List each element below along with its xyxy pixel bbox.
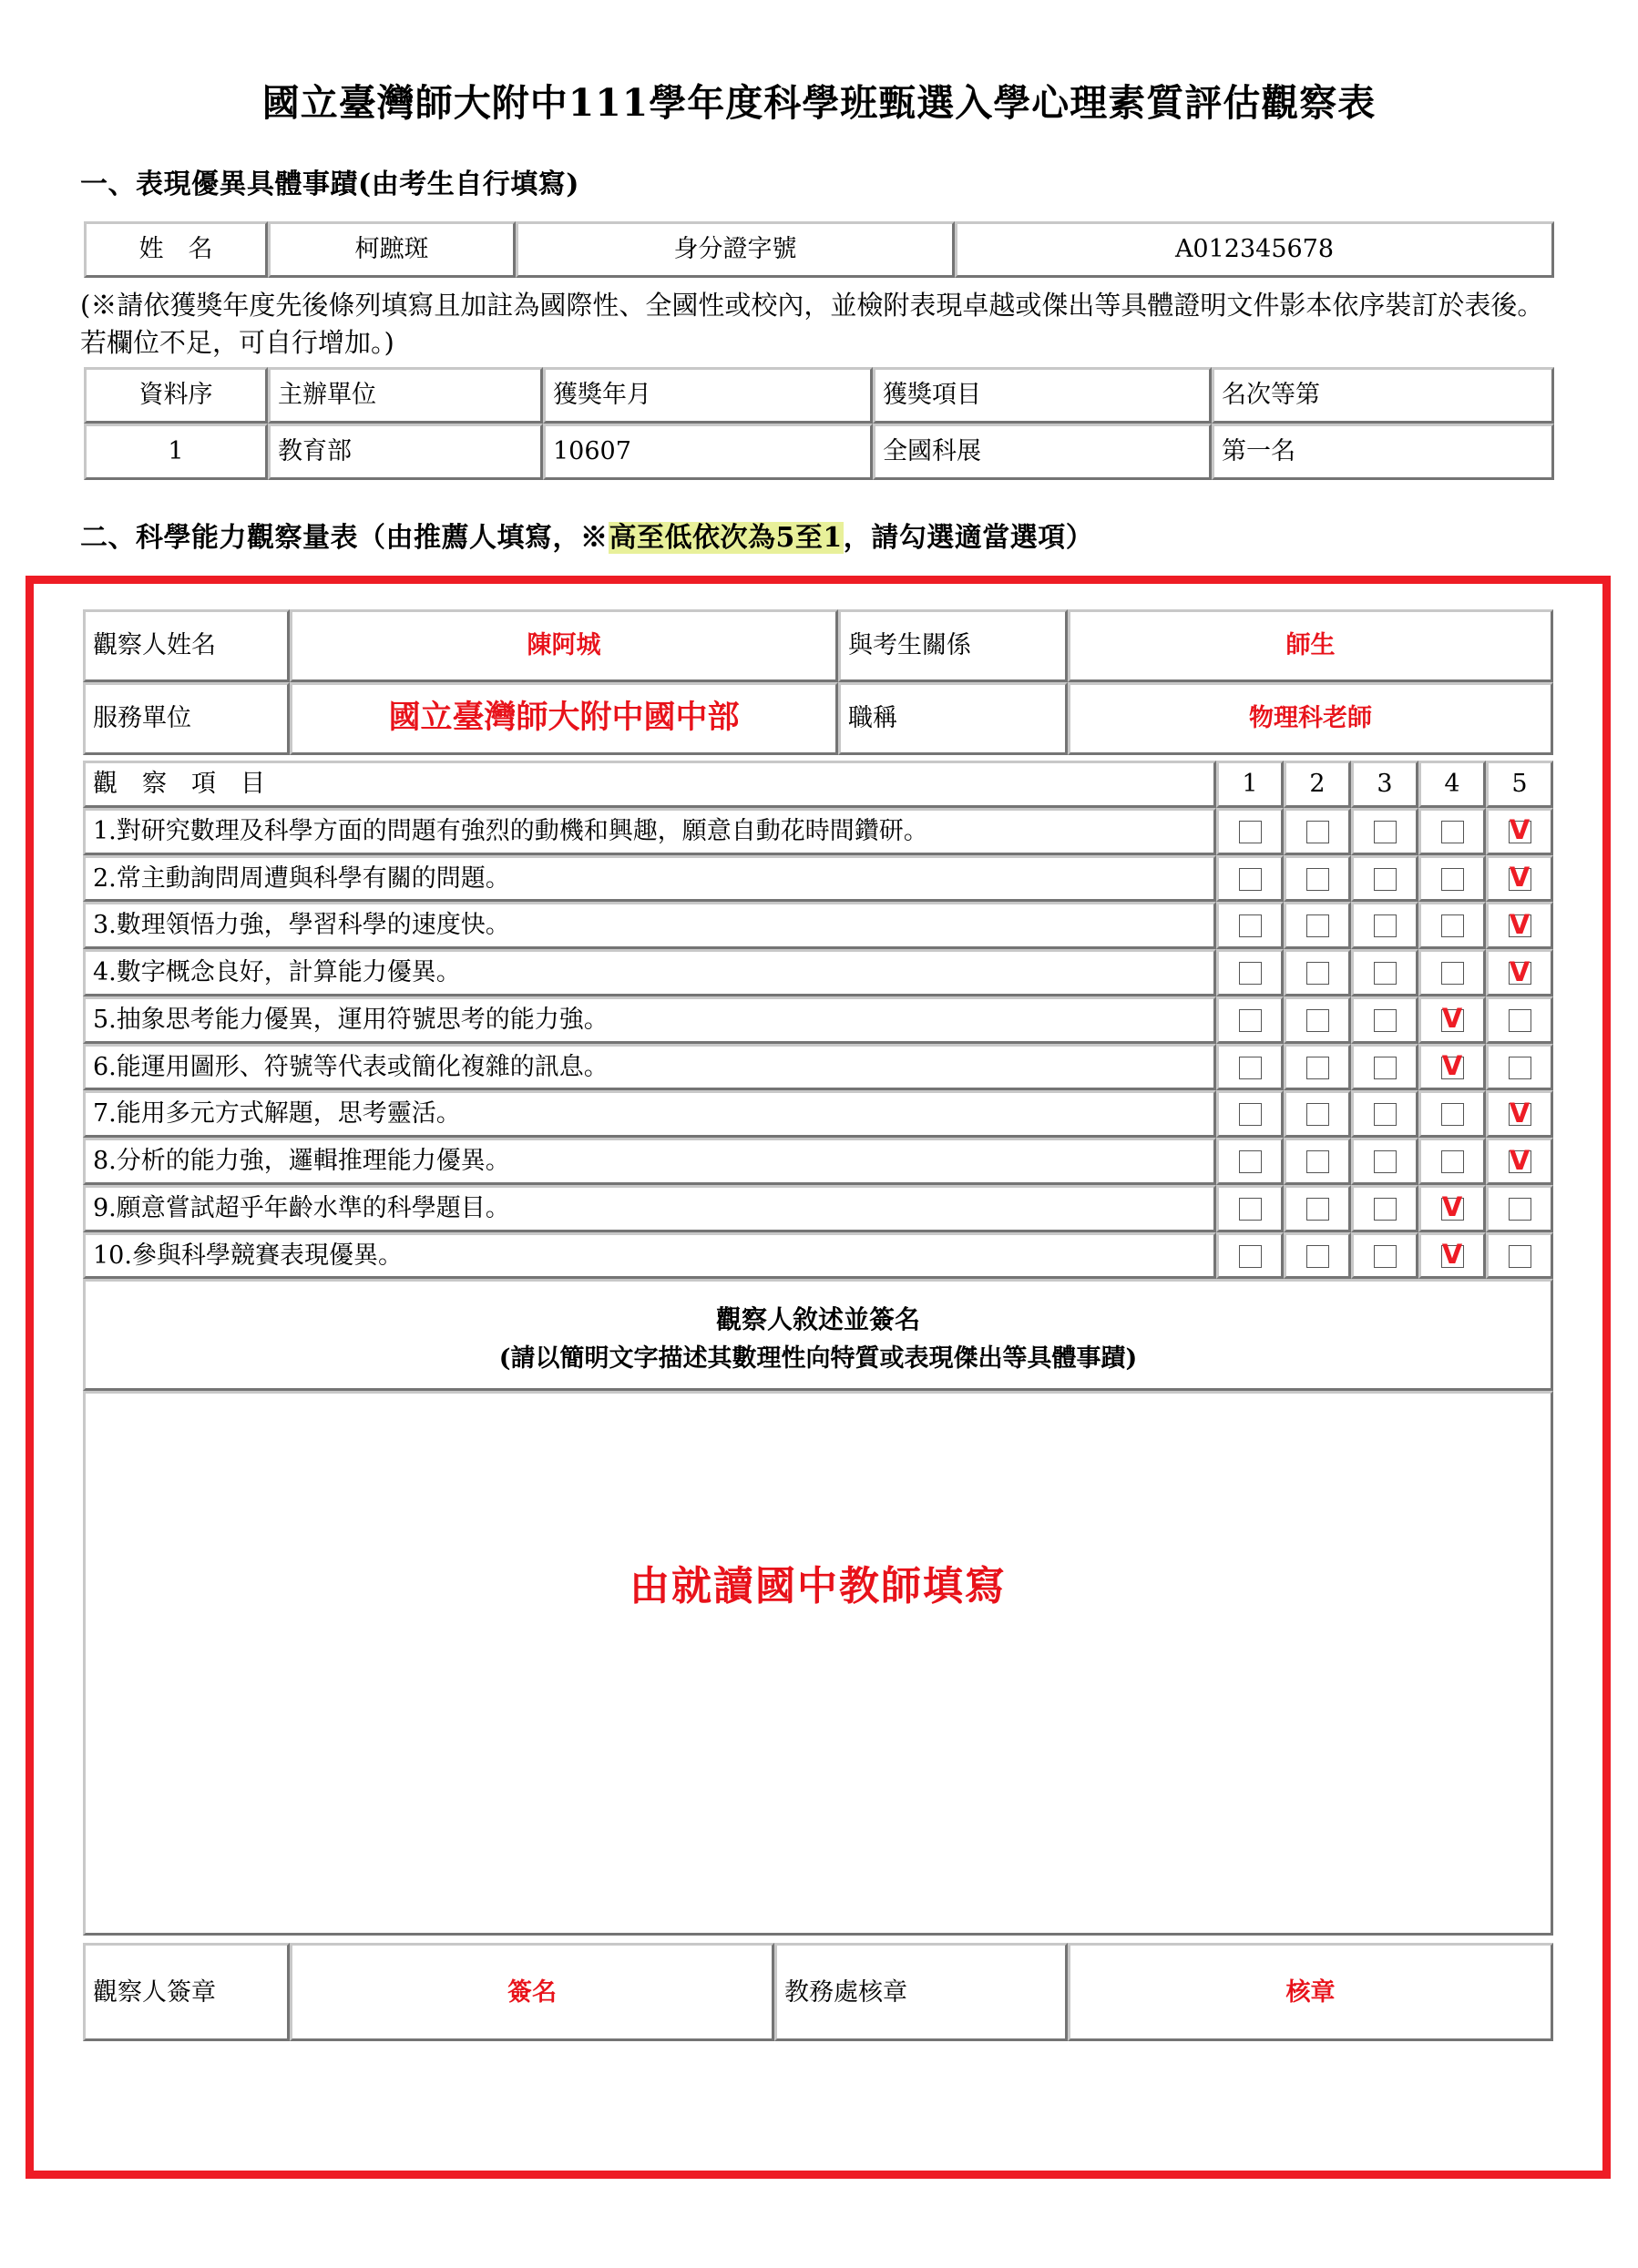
observation-item-label: 2.常主動詢問周遭與科學有關的問題。 [83,855,1216,903]
items-column-header: 觀 察 項 目 [83,761,1216,808]
signature-table [83,1943,1553,2041]
page-title: 國立臺灣師大附中111學年度科學班甄選入學心理素質評估觀察表 [261,81,1377,125]
observation-item-label: 6.能運用圖形、符號等代表或簡化複雜的訊息。 [83,1044,1216,1091]
table-row [83,1391,1553,1936]
checkbox-empty[interactable] [1374,1150,1397,1173]
rating-cell-item1-score3[interactable] [1351,808,1418,855]
checkbox-empty[interactable] [1239,1150,1262,1173]
narrative-header-cell [83,1279,1553,1391]
table-row [83,1090,1553,1138]
checkbox-empty[interactable] [1306,962,1329,985]
checkbox-empty[interactable] [1306,1150,1329,1173]
checkbox-empty[interactable] [1441,821,1464,843]
table-header-row [83,761,1553,808]
checkbox-empty[interactable] [1306,1245,1329,1268]
rating-cell-item6-score2[interactable] [1284,1044,1351,1091]
checkbox-checked[interactable] [1441,1198,1464,1221]
checkbox-empty[interactable] [1306,821,1329,843]
checkbox-empty[interactable] [1239,914,1262,937]
observation-items-body [83,761,1553,1279]
table-row [83,949,1553,996]
identity-table [84,221,1554,278]
rating-cell-item1-score5[interactable] [1486,808,1553,855]
rating-cell-item9-score5[interactable] [1486,1185,1553,1232]
narrative-body-cell[interactable] [83,1391,1553,1936]
table-row [83,609,1553,682]
table-header-row [84,367,1554,424]
observer-unit-value[interactable]: 國立臺灣師大附中國中部 [290,682,838,755]
award-header-date: 獲獎年月 [543,367,873,424]
narrative-textarea[interactable] [93,1399,1543,1927]
checkbox-empty[interactable] [1306,1198,1329,1221]
checkbox-empty[interactable] [1374,821,1397,843]
checkbox-empty[interactable] [1239,1245,1262,1268]
rating-cell-item5-score3[interactable] [1351,996,1418,1044]
rating-column-header-3: 3 [1351,761,1418,808]
table-row [83,682,1553,755]
rating-cell-item8-score4[interactable] [1418,1138,1486,1185]
identity-table-wrapper [0,221,1638,278]
rating-column-header-5: 5 [1486,761,1553,808]
rating-cell-item5-score5[interactable] [1486,996,1553,1044]
checkbox-empty[interactable] [1441,868,1464,891]
checkbox-empty[interactable] [1306,868,1329,891]
rating-cell-item2-score1[interactable] [1216,855,1284,903]
observer-relation-label: 與考生關係 [838,609,1068,682]
id-label: 身分證字號 [516,221,955,278]
rating-cell-item7-score3[interactable] [1351,1090,1418,1138]
observation-item-label: 3.數理領悟力強，學習科學的速度快。 [83,902,1216,949]
rating-cell-item8-score1[interactable] [1216,1138,1284,1185]
table-row [83,996,1553,1044]
rating-cell-item10-score1[interactable] [1216,1232,1284,1280]
rating-cell-item7-score2[interactable] [1284,1090,1351,1138]
award-cell-seq[interactable]: 1 [84,424,268,480]
observer-name-label: 觀察人姓名 [83,609,290,682]
observer-info-table [83,609,1553,755]
award-cell-item[interactable]: 全國科展 [873,424,1212,480]
checkbox-checked[interactable] [1509,868,1531,891]
table-row [83,1943,1553,2041]
rating-column-header-4: 4 [1418,761,1486,808]
checkbox-empty[interactable] [1441,914,1464,937]
checkbox-empty[interactable] [1374,914,1397,937]
checkbox-checked[interactable] [1441,1245,1464,1268]
checkbox-empty[interactable] [1239,821,1262,843]
observation-item-label: 5.抽象思考能力優異，運用符號思考的能力強。 [83,996,1216,1044]
table-row [83,808,1553,855]
checkbox-empty[interactable] [1306,1057,1329,1079]
checkbox-checked[interactable] [1509,821,1531,843]
checkbox-empty[interactable] [1374,1009,1397,1032]
rating-cell-item4-score1[interactable] [1216,949,1284,996]
checkbox-empty[interactable] [1239,1103,1262,1126]
table-row [84,221,1554,278]
checkbox-empty[interactable] [1306,1009,1329,1032]
observer-seal-label: 觀察人簽章 [83,1943,290,2041]
rating-cell-item7-score5[interactable] [1486,1090,1553,1138]
award-cell-organizer[interactable]: 教育部 [268,424,543,480]
checkbox-empty[interactable] [1509,1057,1531,1079]
rating-column-header-1: 1 [1216,761,1284,808]
checkbox-empty[interactable] [1306,1103,1329,1126]
observation-item-label: 10.參與科學競賽表現優異。 [83,1232,1216,1280]
section-2-heading [0,480,1638,555]
rating-cell-item3-score4[interactable] [1418,902,1486,949]
observer-unit-label: 服務單位 [83,682,290,755]
observer-title-label: 職稱 [838,682,1068,755]
checkbox-empty[interactable] [1509,1009,1531,1032]
table-row [83,1185,1553,1232]
checkbox-empty[interactable] [1239,962,1262,985]
observation-item-label: 1.對研究數理及科學方面的問題有強烈的動機和興趣，願意自動花時間鑽研。 [83,808,1216,855]
table-row [83,1232,1553,1280]
section-1-note: (※請依獲獎年度先後條列填寫且加註為國際性、全國性或校內，並檢附表現卓越或傑出等具體證明文件影本依序裝訂於表後。若欄位不足，可自行增加。) [80,290,1544,359]
checkbox-checked[interactable] [1509,1103,1531,1126]
checkbox-empty[interactable] [1374,868,1397,891]
award-table [84,367,1554,480]
checkbox-empty[interactable] [1374,1245,1397,1268]
rating-cell-item2-score3[interactable] [1351,855,1418,903]
award-header-item: 獲獎項目 [873,367,1212,424]
rating-cell-item9-score4[interactable] [1418,1185,1486,1232]
rating-cell-item10-score3[interactable] [1351,1232,1418,1280]
award-header-rank: 名次等第 [1212,367,1554,424]
rating-cell-item7-score1[interactable] [1216,1090,1284,1138]
rating-cell-item10-score5[interactable] [1486,1232,1553,1280]
rating-cell-item5-score4[interactable] [1418,996,1486,1044]
checkbox-empty[interactable] [1374,962,1397,985]
checkbox-empty[interactable] [1374,1103,1397,1126]
rating-cell-item4-score4[interactable] [1418,949,1486,996]
rating-cell-item3-score5[interactable] [1486,902,1553,949]
rating-cell-item2-score2[interactable] [1284,855,1351,903]
award-header-organizer: 主辦單位 [268,367,543,424]
rating-cell-item6-score3[interactable] [1351,1044,1418,1091]
observation-item-label: 8.分析的能力強，邏輯推理能力優異。 [83,1138,1216,1185]
narrative-subtitle: (請以簡明文字描述其數理性向特質或表現傑出等具體事蹟) [498,1343,1138,1373]
checkbox-checked[interactable] [1441,1057,1464,1079]
checkbox-checked[interactable] [1509,1150,1531,1173]
observation-item-label: 9.願意嘗試超乎年齡水準的科學題目。 [83,1185,1216,1232]
table-row [83,902,1553,949]
rating-cell-item1-score1[interactable] [1216,808,1284,855]
rating-cell-item2-score4[interactable] [1418,855,1486,903]
observer-relation-value[interactable]: 師生 [1068,609,1553,682]
checkbox-empty[interactable] [1374,1198,1397,1221]
narrative-placeholder-text: 由就讀國中教師填寫 [630,1563,1007,1610]
rating-cell-item9-score1[interactable] [1216,1185,1284,1232]
rating-column-header-2: 2 [1284,761,1351,808]
observer-seal-value[interactable]: 簽名 [290,1943,774,2041]
rating-cell-item3-score1[interactable] [1216,902,1284,949]
observer-title-value[interactable]: 物理科老師 [1068,682,1553,755]
table-row [84,424,1554,480]
academic-seal-value[interactable]: 核章 [1068,1943,1553,2041]
rating-cell-item4-score2[interactable] [1284,949,1351,996]
section-1-heading: 一、表現優異具體事蹟(由考生自行填寫) [80,169,579,200]
rating-cell-item1-score4[interactable] [1418,808,1486,855]
rating-cell-item10-score4[interactable] [1418,1232,1486,1280]
rating-cell-item10-score2[interactable] [1284,1232,1351,1280]
checkbox-checked[interactable] [1509,962,1531,985]
checkbox-empty[interactable] [1239,1198,1262,1221]
table-row [83,1138,1553,1185]
rating-cell-item6-score5[interactable] [1486,1044,1553,1091]
table-row [83,1044,1553,1091]
observer-name-value[interactable]: 陳阿城 [290,609,838,682]
checkbox-empty[interactable] [1239,1009,1262,1032]
rating-cell-item8-score5[interactable] [1486,1138,1553,1185]
rating-cell-item6-score1[interactable] [1216,1044,1284,1091]
checkbox-empty[interactable] [1509,1245,1531,1268]
award-header-seq: 資料序 [84,367,268,424]
award-cell-date[interactable]: 10607 [543,424,873,480]
checkbox-empty[interactable] [1509,1198,1531,1221]
observation-item-label: 4.數字概念良好，計算能力優異。 [83,949,1216,996]
checkbox-checked[interactable] [1441,1009,1464,1032]
narrative-title: 觀察人敘述並簽名 [715,1304,920,1335]
rating-cell-item9-score2[interactable] [1284,1185,1351,1232]
rating-cell-item1-score2[interactable] [1284,808,1351,855]
rating-cell-item4-score5[interactable] [1486,949,1553,996]
rating-cell-item5-score1[interactable] [1216,996,1284,1044]
checkbox-empty[interactable] [1441,1103,1464,1126]
academic-seal-label: 教務處核章 [774,1943,1068,2041]
observation-scale-redbox [26,576,1611,2179]
rating-cell-item3-score3[interactable] [1351,902,1418,949]
table-row [83,855,1553,903]
observation-item-label: 7.能用多元方式解題，思考靈活。 [83,1090,1216,1138]
rating-cell-item8-score3[interactable] [1351,1138,1418,1185]
id-value[interactable]: A012345678 [955,221,1554,278]
table-row [83,1279,1553,1391]
name-label: 姓 名 [84,221,268,278]
checkbox-empty[interactable] [1374,1057,1397,1079]
section-2-heading-prefix: 二、科學能力觀察量表（由推薦人填寫，※ [80,522,609,555]
checkbox-empty[interactable] [1306,914,1329,937]
checkbox-empty[interactable] [1239,868,1262,891]
rating-cell-item3-score2[interactable] [1284,902,1351,949]
rating-cell-item6-score4[interactable] [1418,1044,1486,1091]
rating-cell-item2-score5[interactable] [1486,855,1553,903]
rating-cell-item4-score3[interactable] [1351,949,1418,996]
award-table-wrapper [0,367,1638,480]
narrative-table [83,1279,1553,1936]
observation-scale-inner [34,584,1602,2067]
checkbox-empty[interactable] [1441,962,1464,985]
rating-cell-item5-score2[interactable] [1284,996,1351,1044]
section-2-heading-suffix: ，請勾選適當選項） [843,522,1094,555]
name-value[interactable]: 柯蹠斑 [268,221,516,278]
rating-cell-item9-score3[interactable] [1351,1185,1418,1232]
checkbox-empty[interactable] [1441,1150,1464,1173]
section-2-heading-highlight: 高至低依次為5至1 [609,522,843,555]
narrative-header [93,1287,1543,1383]
checkbox-checked[interactable] [1509,914,1531,937]
observation-items-table [83,761,1553,1279]
rating-cell-item7-score4[interactable] [1418,1090,1486,1138]
checkbox-empty[interactable] [1239,1057,1262,1079]
award-cell-rank[interactable]: 第一名 [1212,424,1554,480]
rating-cell-item8-score2[interactable] [1284,1138,1351,1185]
